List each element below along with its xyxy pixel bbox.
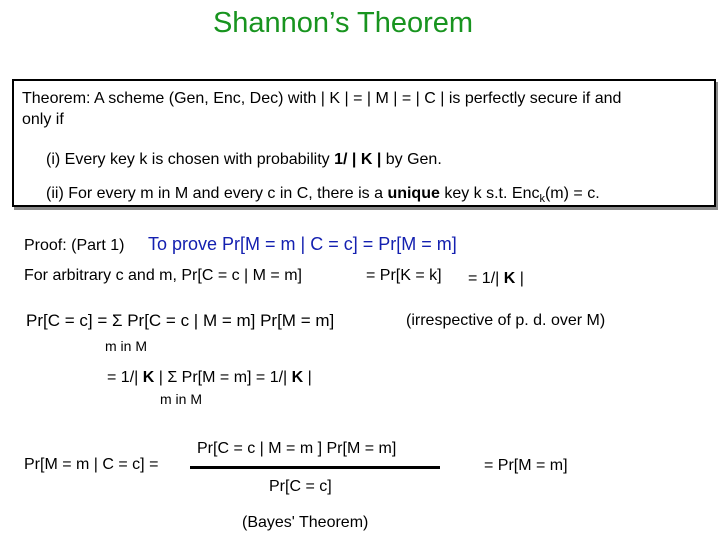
condition-2-subscript: k xyxy=(539,193,545,206)
condition-2-text: (ii) For every m in M and every c in C, there is a xyxy=(46,185,388,202)
condition-1-text: (i) Every key k is chosen with probability xyxy=(46,151,335,168)
key-probability-value xyxy=(468,270,524,288)
simplified-sum-K1: K xyxy=(142,369,155,386)
key-probability-value-prefix: = 1/| xyxy=(468,270,504,287)
condition-2-enc: key k s.t. Enc xyxy=(439,185,540,202)
bayes-numerator: Pr[C = c | M = m ] Pr[M = m] xyxy=(197,440,397,457)
condition-2 xyxy=(46,185,600,205)
bayes-denominator: Pr[C = c] xyxy=(269,478,332,495)
condition-1 xyxy=(46,151,442,169)
condition-2-suffix: (m) = c. xyxy=(544,185,600,202)
condition-1-suffix: by Gen. xyxy=(381,151,442,168)
proof-goal: To prove Pr[M = m | C = c] = Pr[M = m] xyxy=(148,234,457,254)
total-probability-equation: Pr[C = c] = Σ Pr[C = c | M = m] Pr[M = m] xyxy=(26,311,335,330)
summation-subscript-2: m in M xyxy=(160,391,202,407)
condition-2-unique: unique xyxy=(387,185,440,202)
irrespective-note: (irrespective of p. d. over M) xyxy=(406,312,606,329)
bayes-lhs: Pr[M = m | C = c] = xyxy=(24,456,159,473)
simplified-sum-suffix: | xyxy=(303,369,312,386)
key-space-K: K xyxy=(503,270,516,287)
simplified-sum-K2: K xyxy=(291,369,304,386)
simplified-sum-middle: | Σ Pr[M = m] = 1/| xyxy=(154,369,292,386)
condition-1-probability: 1/ | K | xyxy=(334,151,382,168)
bayes-rhs: = Pr[M = m] xyxy=(484,457,568,474)
key-probability: = Pr[K = k] xyxy=(366,267,442,284)
theorem-statement-line1: Theorem: A scheme (Gen, Enc, Dec) with | K | = | M | = | C | is perfectly secure if and xyxy=(22,90,622,107)
theorem-statement-line2: only if xyxy=(22,111,64,128)
arbitrary-cm-line: For arbitrary c and m, Pr[C = c | M = m] xyxy=(24,267,302,284)
simplified-sum xyxy=(107,369,312,387)
fraction-bar xyxy=(190,466,440,469)
proof-label: Proof: (Part 1) xyxy=(24,237,125,254)
slide-title: Shannon’s Theorem xyxy=(212,7,474,39)
key-probability-value-suffix: | xyxy=(515,270,524,287)
simplified-sum-prefix: = 1/| xyxy=(107,369,143,386)
bayes-caption: (Bayes' Theorem) xyxy=(242,514,369,531)
summation-subscript-1: m in M xyxy=(105,338,147,354)
